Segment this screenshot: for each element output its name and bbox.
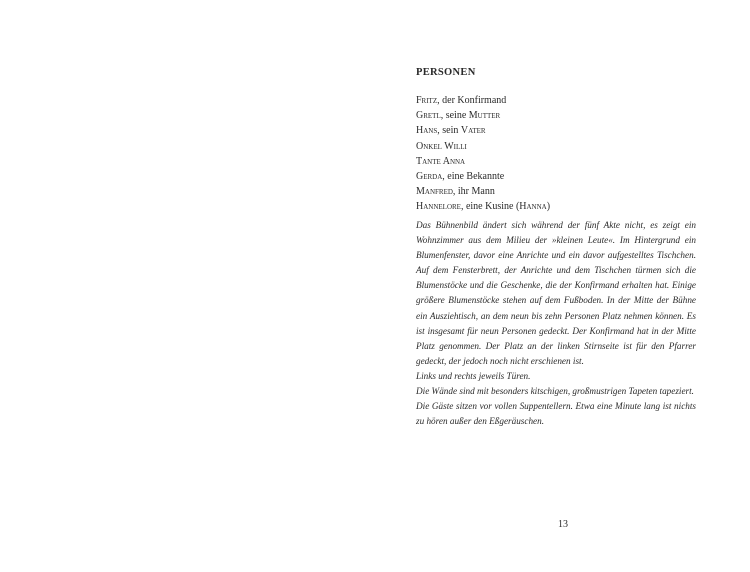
page-number: 13	[558, 519, 568, 530]
cast-item-hans	[416, 123, 706, 138]
stage-direction-paragraph: Die Gäste sitzen vor vollen Suppentellern. Etwa eine Minute lang ist nichts zu hören außer den Eßgeräuschen.	[416, 401, 696, 427]
character-name: Hans	[416, 125, 438, 137]
stage-direction-paragraph: Die Wände sind mit besonders kitschigen, großmustrigen Tapeten tapeziert.	[416, 386, 694, 397]
character-role: , eine Bekannte	[442, 171, 505, 183]
cast-item-fritz	[416, 93, 706, 108]
character-role-relation: Vater	[460, 125, 486, 137]
character-name: Gerda	[416, 171, 443, 183]
character-role: , ihr Mann	[452, 186, 495, 198]
stage-direction-paragraph: Links und rechts jeweils Türen.	[416, 370, 531, 381]
cast-item-onkel-willi	[416, 139, 706, 154]
character-role: , sein	[437, 125, 461, 137]
character-name: Gretl	[416, 110, 441, 122]
character-role-relation: Hanna	[519, 201, 547, 213]
character-role-relation: Mutter	[468, 110, 501, 122]
cast-item-tante-anna	[416, 154, 706, 169]
cast-item-gretl	[416, 108, 706, 123]
character-name: Tante Anna	[416, 155, 466, 167]
cast-item-gerda	[416, 169, 706, 184]
character-name: Hannelore	[416, 201, 461, 213]
character-role-end: )	[546, 201, 551, 213]
section-heading: PERSONEN	[416, 67, 476, 78]
stage-direction-paragraph: Das Bühnenbild ändert sich während der fünf Akte nicht, es zeigt ein Wohnzimmer aus dem Milieu der »kleinen Leute«. Im Hintergrund ein Blumenfenster, davor eine Anrichte und ein davor aufgestelltes Tischchen. Auf dem Fensterbrett, der Anrichte und dem Tischchen türmen sich die Blumenstöcke und die Geschenke, die der Konfirmand erhalten hat. Einige größere Blumenstöcke stehen auf dem Fußboden. In der Mitte der Bühne ein Ausziehtisch, an dem neun bis zehn Personen Platz nehmen können. Es ist insgesamt für neun Personen gedeckt. Der Konfirmand hat in der Mitte Platz genommen. Der Platz an der linken Stirnseite ist für den Pfarrer gedeckt, der jedoch noch nicht erschienen ist.	[416, 220, 696, 366]
cast-item-manfred	[416, 184, 706, 199]
character-role: , der Konfirmand	[437, 95, 507, 106]
character-role: , eine Kusine (	[460, 201, 520, 213]
character-role: , seine	[440, 110, 469, 122]
cast-list	[416, 93, 706, 215]
cast-item-hannelore	[416, 199, 706, 214]
character-name: Onkel Willi	[416, 140, 467, 152]
stage-directions	[416, 218, 696, 429]
character-name: Manfred	[416, 186, 453, 198]
character-name: Fritz	[416, 95, 438, 106]
